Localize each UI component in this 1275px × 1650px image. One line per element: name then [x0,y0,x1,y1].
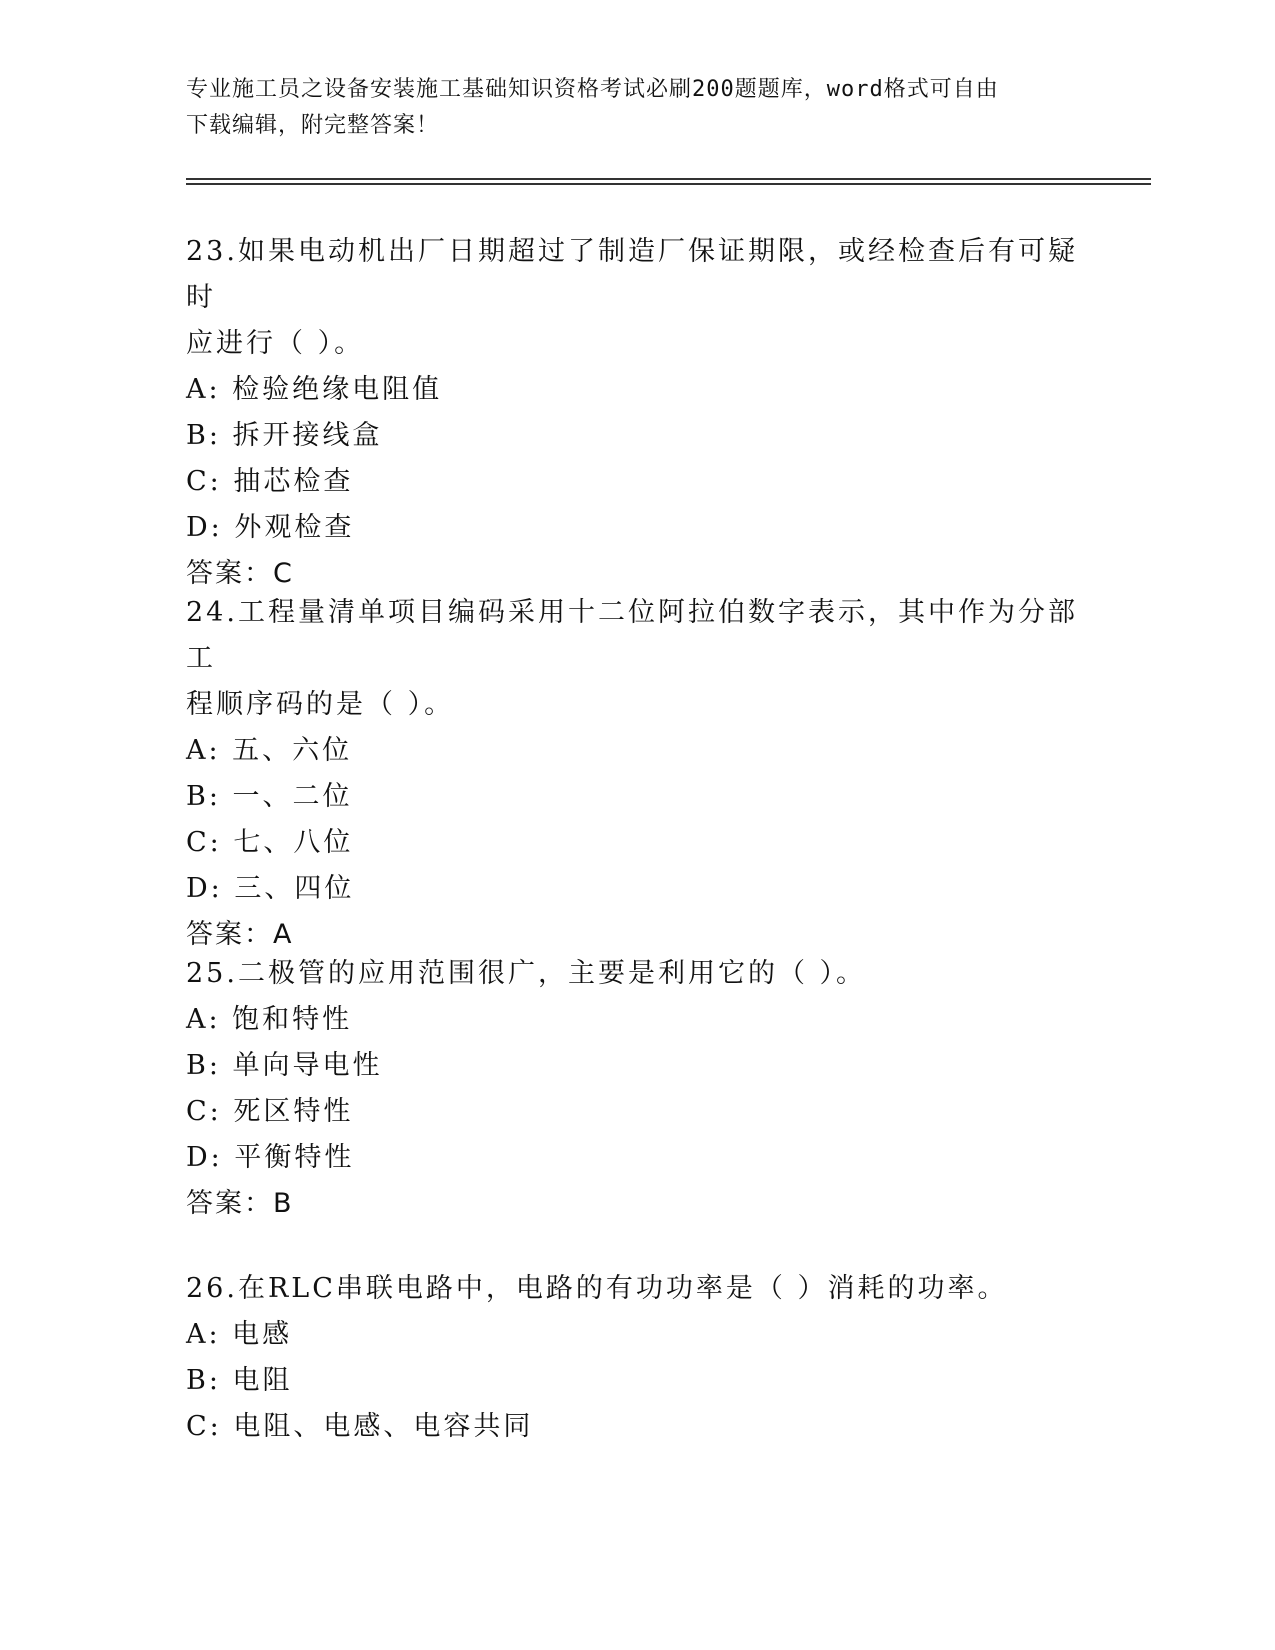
option-a: A: 电感 [186,1319,293,1350]
question-stem-line: 程顺序码的是（ ）。 [186,689,455,720]
option-d: D: 平衡特性 [186,1142,355,1173]
option-d: D: 三、四位 [186,873,355,904]
option-c: C: 电阻、电感、电容共同 [186,1411,534,1442]
question-25 [186,951,1086,1227]
option-b: B: 单向导电性 [186,1050,383,1081]
option-a: A: 检验绝缘电阻值 [186,374,443,405]
header-line-1: 专业施工员之设备安装施工基础知识资格考试必刷200题题库，word格式可自由 [186,77,999,102]
header-line-2: 下载编辑，附完整答案！ [186,113,440,138]
option-c: C: 七、八位 [186,827,354,858]
question-stem-line: 25.二极管的应用范围很广，主要是利用它的（ ）。 [186,958,867,989]
question-24 [186,590,1086,958]
question-26 [186,1266,1086,1450]
option-b: B: 电阻 [186,1365,293,1396]
option-a: A: 饱和特性 [186,1004,353,1035]
header-divider-bottom [186,183,1151,185]
option-b: B: 拆开接线盒 [186,420,383,451]
answer-line: 答案：B [186,1188,294,1219]
option-a: A: 五、六位 [186,735,353,766]
answer-line: 答案：C [186,558,294,589]
option-b: B: 一、二位 [186,781,353,812]
question-stem-line: 26.在RLC串联电路中，电路的有功功率是（ ）消耗的功率。 [186,1273,1008,1304]
option-c: C: 死区特性 [186,1096,354,1127]
answer-line: 答案：A [186,919,294,950]
header-divider-top [186,178,1151,180]
question-stem-line: 应进行（ ）。 [186,328,365,359]
question-stem-line: 24.工程量清单项目编码采用十二位阿拉伯数字表示，其中作为分部工 [186,597,1078,674]
question-stem-line: 23.如果电动机出厂日期超过了制造厂保证期限，或经检查后有可疑时 [186,236,1078,313]
option-c: C: 抽芯检查 [186,466,354,497]
document-header [186,72,1086,144]
question-23 [186,229,1086,597]
option-d: D: 外观检查 [186,512,355,543]
